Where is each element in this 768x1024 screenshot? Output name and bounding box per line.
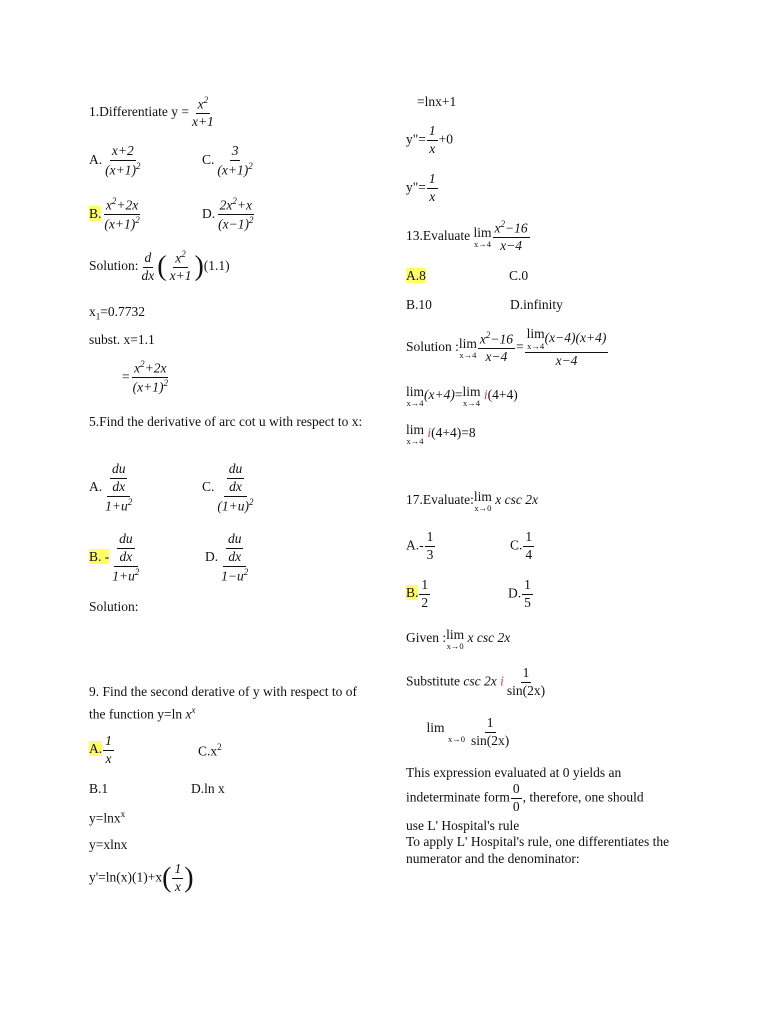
q5-opt-d-du: du	[226, 532, 244, 549]
q17-lim: lim	[473, 489, 492, 504]
q9-title-exp: x	[191, 705, 196, 715]
q1-sol-num: x	[175, 250, 182, 266]
q13-sol-num-b: −16	[490, 331, 514, 347]
q17-opt-d-num: 1	[522, 578, 533, 595]
q13-s2-lim2-sub: x→4	[462, 397, 480, 408]
q9-cont-3-num: 1	[427, 172, 438, 189]
q17-opt-a-den: 3	[426, 546, 434, 562]
q1-x1-var: x	[89, 304, 96, 319]
q13-sol-eq: =	[516, 339, 524, 355]
q9-opt-c-exp: 2	[217, 742, 222, 752]
q17-opt-c-label: C.	[510, 537, 523, 553]
q1-option-c	[202, 144, 256, 178]
q1-result-eq: =	[122, 368, 130, 384]
q5-opt-b-du: du	[117, 532, 135, 549]
q9-cont-line-3	[406, 172, 439, 205]
q1-result	[122, 360, 171, 396]
q13-solution	[406, 327, 609, 369]
q17-opt-a-label: A.-	[406, 537, 424, 553]
q5-opt-d-label: D.	[205, 549, 219, 565]
q17-subst-num: 1	[521, 666, 532, 683]
q1-opt-a-num: x+2	[110, 144, 136, 161]
q13-sol-lim: lim	[458, 336, 477, 352]
q17-opt-d-label: D.	[508, 585, 522, 601]
q17-given-lim: lim	[446, 627, 465, 642]
q13-num-a: x	[494, 220, 501, 236]
q13-sol-num-a: x	[479, 331, 486, 347]
q1-fn-num: x	[197, 96, 204, 112]
q13-s3-lim-sub: x→4	[406, 435, 424, 446]
q1-solution	[89, 250, 230, 284]
q1-opt-c-den: (x+1)	[217, 162, 249, 178]
q17-title-text: 17.Evaluate:	[406, 492, 474, 508]
close-paren: )	[184, 862, 194, 894]
q5-opt-d-den-exp: 2	[243, 566, 249, 577]
q17-opt-b-label-highlighted: B.	[406, 585, 419, 601]
q17-given-label: Given :	[406, 630, 447, 646]
q5-opt-a-label: A.	[89, 479, 103, 495]
q1-opt-d-num-exp: 2	[232, 196, 237, 206]
q13-sol-lim2: lim	[526, 326, 545, 341]
close-paren: )	[194, 251, 204, 283]
q13-s2-lim2: lim	[462, 384, 481, 399]
q5-option-c	[202, 462, 257, 514]
q13-lim-word: lim	[473, 225, 492, 241]
q17-para-1-num: 0	[511, 782, 522, 799]
question-5-title: 5.Find the derivative of arc cot u with respect to x:	[89, 414, 363, 429]
q1-opt-c-label: C.	[202, 152, 215, 168]
q17-option-d	[508, 578, 534, 611]
q9-opt-c-label: C.x	[198, 743, 218, 759]
q1-opt-c-num: 3	[230, 144, 241, 161]
q1-fn-num-exp: 2	[203, 95, 209, 105]
q1-title-text: 1.Differentiate y =	[89, 104, 189, 120]
q1-sol-value: (1.1)	[203, 258, 230, 274]
q13-option-d: D.infinity	[510, 297, 563, 312]
q5-option-b	[89, 532, 142, 584]
q13-s2-eq: =	[454, 387, 463, 403]
q9-cont-2-tail: +0	[438, 131, 453, 147]
q17-opt-c-den: 4	[525, 546, 533, 562]
q17-option-a	[406, 530, 436, 563]
q1-opt-b-num-b: +2x	[116, 197, 139, 213]
q17-le-den: sin(2x)	[471, 732, 510, 748]
q17-option-b	[406, 578, 431, 611]
q1-res-num-a: x	[134, 360, 141, 376]
q5-option-d	[205, 532, 251, 584]
q17-opt-b-num: 1	[419, 578, 430, 595]
q13-sol-den: x−4	[485, 349, 508, 365]
q1-opt-d-num-a: 2x	[219, 197, 233, 213]
q9-cont-line-1: =lnx+1	[417, 94, 457, 109]
q1-res-den: (x+1)	[132, 379, 164, 395]
q1-opt-d-label: D.	[202, 205, 216, 221]
q1-fn-den: x+1	[191, 114, 214, 130]
q9-opt-a-den: x	[105, 750, 112, 766]
q5-opt-a-den: 1+u	[105, 498, 128, 514]
question-13-title	[406, 220, 531, 254]
q5-opt-b-den-exp: 2	[134, 566, 140, 577]
q1-opt-b-den: (x+1)	[104, 216, 136, 232]
q1-opt-d-den-exp: 2	[248, 215, 254, 226]
q9-option-a	[89, 734, 115, 767]
q5-opt-a-du: du	[110, 462, 128, 479]
q1-opt-d-num-b: +x	[236, 197, 252, 213]
q17-expr: x csc 2x	[495, 492, 538, 508]
q5-opt-d-dx: dx	[228, 548, 242, 564]
q1-res-den-exp: 2	[163, 378, 168, 389]
q13-title-text: 13.Evaluate	[406, 228, 471, 244]
q17-para-1-den: 0	[512, 798, 520, 814]
q13-opt-a-highlighted: A.8	[406, 268, 426, 283]
q9-step-1-exp: x	[120, 809, 126, 819]
q1-function	[190, 96, 216, 130]
q17-lim-sub: x→0	[474, 502, 492, 513]
q13-sol-num-exp: 2	[485, 329, 491, 340]
q13-limit	[473, 226, 491, 248]
q1-sol-dx: dx	[141, 267, 155, 283]
q1-sol-den: x+1	[169, 268, 192, 284]
q17-given	[406, 628, 510, 650]
q17-option-c	[510, 530, 535, 563]
q1-opt-a-den: (x+1)	[105, 162, 136, 178]
q1-option-b	[89, 197, 143, 233]
q9-step-2: y=xlnx	[89, 837, 128, 852]
q13-s2-lim: lim	[406, 384, 425, 399]
q9-step-3-text: y'=ln(x)(1)+x	[89, 869, 163, 885]
q13-s3-glyph: i	[427, 425, 432, 441]
question-1-title	[89, 96, 217, 130]
q13-sol-den2: x−4	[555, 353, 578, 369]
q9-cont-3-label: y"=	[406, 179, 426, 195]
q17-opt-b-den: 2	[421, 594, 429, 610]
q9-step-3-num: 1	[172, 862, 183, 879]
q1-x1-line	[89, 305, 145, 322]
q9-option-c	[198, 743, 222, 758]
q13-s3-lim: lim	[406, 422, 425, 437]
q1-option-a	[89, 144, 143, 178]
q1-opt-b-num-a: x	[105, 197, 112, 213]
q17-given-lim-sub: x→0	[446, 640, 464, 651]
q9-step-3	[89, 862, 194, 895]
q13-s2-expr: (x+4)	[424, 387, 455, 403]
q1-x1-value: =0.7732	[100, 304, 145, 319]
q13-s2-tail: (4+4)	[487, 387, 518, 403]
q1-opt-c-den-exp: 2	[248, 160, 253, 171]
q1-solution-label: Solution:	[89, 258, 139, 274]
q5-opt-c-den: (1+u)	[217, 498, 249, 514]
q17-opt-a-num: 1	[425, 530, 436, 547]
q1-opt-a-den-exp: 2	[135, 160, 141, 171]
q17-subst-den: sin(2x)	[506, 682, 546, 698]
q13-lim-sub: x→4	[473, 238, 491, 249]
q9-step-1	[89, 810, 125, 825]
q17-para-3: To apply L' Hospital's rule, one differentiates the numerator and the denominator:	[406, 834, 670, 866]
q13-s3-tail: (4+4)=8	[431, 425, 476, 441]
q5-opt-d-den: 1−u	[221, 568, 244, 584]
q5-opt-c-den-exp: 2	[249, 496, 254, 507]
q1-opt-a-label: A.	[89, 152, 103, 168]
q1-opt-b-num-exp: 2	[111, 196, 117, 206]
q13-option-c: C.0	[509, 268, 529, 283]
q9-step-3-den: x	[174, 878, 181, 894]
q5-opt-b-label-highlighted: B. -	[89, 549, 110, 565]
q5-option-a	[89, 462, 135, 514]
q9-opt-a-num: 1	[103, 734, 114, 751]
q9-title-text: 9. Find the second derative of y with respect to of the function y=ln	[89, 684, 358, 722]
q17-opt-c-num: 1	[523, 530, 534, 547]
q1-opt-d-den: (x−1)	[218, 216, 249, 232]
q13-sol-label: Solution :	[406, 339, 459, 355]
q9-opt-a-label-highlighted: A.	[89, 741, 103, 757]
q5-opt-a-dx: dx	[112, 478, 126, 494]
open-paren: (	[162, 862, 172, 894]
q17-le-num: 1	[485, 716, 496, 733]
q1-option-d	[202, 197, 256, 233]
q1-res-num-exp: 2	[140, 359, 145, 369]
question-9-title	[89, 683, 369, 724]
q13-sol-lim2-sub: x→4	[527, 340, 545, 351]
q5-opt-c-label: C.	[202, 479, 215, 495]
q17-substitute	[406, 666, 548, 699]
open-paren: (	[157, 251, 167, 283]
q5-solution-label: Solution:	[89, 599, 139, 614]
q13-num-b: −16	[505, 220, 528, 236]
q5-opt-c-du: du	[227, 462, 245, 479]
q17-limit-expression	[406, 716, 512, 749]
q17-opt-d-den: 5	[524, 594, 531, 610]
q17-given-expr: x csc 2x	[467, 630, 511, 646]
q5-opt-c-dx: dx	[229, 478, 242, 494]
q17-para-2: use L' Hospital's rule	[406, 818, 520, 833]
q9-title-x: x	[185, 706, 192, 722]
q17-subst-glyph: i	[500, 673, 504, 689]
q13-num-exp: 2	[500, 219, 505, 229]
q13-s2-glyph: i	[483, 387, 488, 403]
q1-x1-sub: 1	[95, 311, 101, 322]
q9-cont-2-num: 1	[427, 124, 438, 141]
q1-res-num-b: +2x	[144, 360, 167, 376]
q13-sol-num2: (x−4)(x+4)	[544, 330, 607, 346]
q13-den: x−4	[500, 238, 522, 254]
q13-option-a	[406, 269, 426, 283]
q5-opt-b-den: 1+u	[112, 568, 135, 584]
q13-step-3	[406, 423, 476, 445]
q9-cont-2-den: x	[429, 140, 436, 156]
q9-cont-3-den: x	[429, 188, 436, 204]
q9-step-1-text: y=lnx	[89, 810, 121, 826]
q5-opt-b-dx: dx	[119, 548, 133, 564]
q17-le-lim: lim	[426, 720, 445, 736]
question-17-title	[406, 490, 538, 512]
q13-s2-lim-sub: x→4	[406, 397, 424, 408]
q5-opt-a-den-exp: 2	[127, 496, 133, 507]
q9-cont-2-label: y"=	[406, 131, 426, 147]
q17-le-lim-sub: x→0	[448, 733, 465, 744]
q1-sol-d: d	[143, 251, 154, 268]
q9-option-b: B.1	[89, 781, 109, 796]
q1-sol-num-exp: 2	[181, 249, 186, 259]
q17-para-1c: , therefore, one should	[522, 789, 644, 805]
q17-subst-expr: csc 2x	[463, 673, 497, 689]
q1-opt-b-den-exp: 2	[135, 215, 140, 226]
q13-option-b: B.10	[406, 297, 432, 312]
q13-step-2	[406, 385, 518, 407]
q17-para-1a: This expression evaluated at 0 yields an	[406, 765, 622, 780]
q17-subst-label: Substitute	[406, 673, 461, 689]
q17-para-1b-text: indeterminate form	[406, 789, 510, 805]
q1-subst-line: subst. x=1.1	[89, 332, 155, 347]
q13-sol-lim-sub: x→4	[459, 349, 477, 360]
q9-cont-line-2	[406, 124, 453, 157]
q17-para-1b	[406, 782, 644, 815]
q1-opt-b-label-highlighted: B.	[89, 205, 102, 221]
q9-option-d: D.ln x	[191, 781, 225, 796]
